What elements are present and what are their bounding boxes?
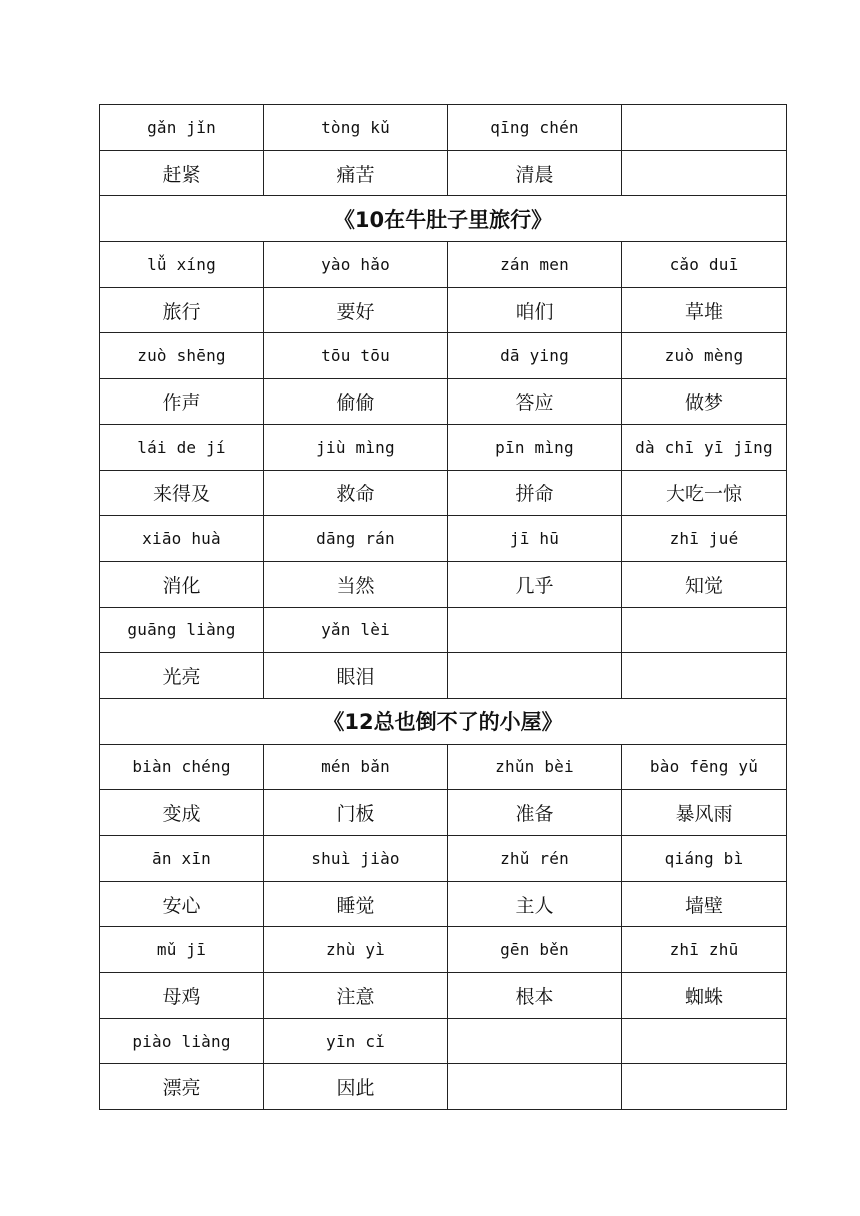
pinyin-cell: xiāo huà <box>100 516 264 562</box>
pinyin-cell: zán men <box>448 242 622 288</box>
pinyin-cell <box>622 1018 787 1064</box>
word-row <box>100 973 787 1019</box>
word-cell: 大吃一惊 <box>622 470 787 516</box>
pinyin-cell: jiù mìng <box>264 424 448 470</box>
pinyin-cell: yīn cǐ <box>264 1018 448 1064</box>
pinyin-cell: zhī zhū <box>622 927 787 973</box>
word-cell: 来得及 <box>100 470 264 516</box>
pinyin-row <box>100 836 787 882</box>
word-cell: 母鸡 <box>100 973 264 1019</box>
pinyin-cell: biàn chéng <box>100 744 264 790</box>
pinyin-cell: bào fēng yǔ <box>622 744 787 790</box>
section-title-row <box>100 698 787 744</box>
pinyin-cell: mén bǎn <box>264 744 448 790</box>
word-cell: 答应 <box>448 379 622 425</box>
word-cell: 偷偷 <box>264 379 448 425</box>
word-row <box>100 470 787 516</box>
pinyin-cell: tōu tōu <box>264 333 448 379</box>
section-title-row <box>100 196 787 242</box>
word-cell: 安心 <box>100 881 264 927</box>
word-cell <box>448 1064 622 1110</box>
word-cell: 拼命 <box>448 470 622 516</box>
pinyin-cell: dāng rán <box>264 516 448 562</box>
pinyin-row <box>100 333 787 379</box>
word-cell: 当然 <box>264 561 448 607</box>
word-cell: 漂亮 <box>100 1064 264 1110</box>
pinyin-cell: qiáng bì <box>622 836 787 882</box>
word-cell <box>622 150 787 196</box>
pinyin-cell: zhǔ rén <box>448 836 622 882</box>
pinyin-cell: lǚ xíng <box>100 242 264 288</box>
pinyin-cell: qīng chén <box>448 105 622 151</box>
word-cell <box>622 653 787 699</box>
pinyin-cell: yào hǎo <box>264 242 448 288</box>
pinyin-cell: piào liàng <box>100 1018 264 1064</box>
word-row <box>100 653 787 699</box>
word-cell: 墙壁 <box>622 881 787 927</box>
word-row <box>100 379 787 425</box>
word-cell: 旅行 <box>100 287 264 333</box>
pinyin-row <box>100 607 787 653</box>
pinyin-cell <box>622 607 787 653</box>
vocabulary-table-body <box>100 105 787 1110</box>
word-cell: 几乎 <box>448 561 622 607</box>
word-cell: 准备 <box>448 790 622 836</box>
pinyin-cell: dā ying <box>448 333 622 379</box>
word-cell: 赶紧 <box>100 150 264 196</box>
pinyin-cell: zhī jué <box>622 516 787 562</box>
pinyin-cell: dà chī yī jīng <box>622 424 787 470</box>
pinyin-row <box>100 105 787 151</box>
word-cell: 咱们 <box>448 287 622 333</box>
pinyin-cell: zhù yì <box>264 927 448 973</box>
pinyin-cell: jī hū <box>448 516 622 562</box>
pinyin-cell: lái de jí <box>100 424 264 470</box>
pinyin-cell: zuò mèng <box>622 333 787 379</box>
word-cell <box>448 653 622 699</box>
pinyin-cell: gēn běn <box>448 927 622 973</box>
word-cell: 根本 <box>448 973 622 1019</box>
pinyin-cell: zuò shēng <box>100 333 264 379</box>
word-cell: 消化 <box>100 561 264 607</box>
pinyin-cell: mǔ jī <box>100 927 264 973</box>
word-row <box>100 287 787 333</box>
word-cell: 清晨 <box>448 150 622 196</box>
pinyin-row <box>100 516 787 562</box>
section-title: 《12总也倒不了的小屋》 <box>100 698 787 744</box>
word-cell: 门板 <box>264 790 448 836</box>
pinyin-cell: zhǔn bèi <box>448 744 622 790</box>
section-title: 《10在牛肚子里旅行》 <box>100 196 787 242</box>
word-cell: 作声 <box>100 379 264 425</box>
pinyin-cell: shuì jiào <box>264 836 448 882</box>
pinyin-cell: ān xīn <box>100 836 264 882</box>
word-row <box>100 1064 787 1110</box>
pinyin-cell: gǎn jǐn <box>100 105 264 151</box>
word-cell: 要好 <box>264 287 448 333</box>
word-cell: 注意 <box>264 973 448 1019</box>
vocabulary-table <box>99 104 787 1110</box>
pinyin-cell: pīn mìng <box>448 424 622 470</box>
pinyin-cell <box>448 607 622 653</box>
word-cell: 蜘蛛 <box>622 973 787 1019</box>
pinyin-cell: tòng kǔ <box>264 105 448 151</box>
word-row <box>100 790 787 836</box>
pinyin-cell: yǎn lèi <box>264 607 448 653</box>
word-cell: 做梦 <box>622 379 787 425</box>
pinyin-row <box>100 927 787 973</box>
pinyin-cell: guāng liàng <box>100 607 264 653</box>
pinyin-cell: cǎo duī <box>622 242 787 288</box>
word-cell: 变成 <box>100 790 264 836</box>
word-cell: 救命 <box>264 470 448 516</box>
pinyin-row <box>100 744 787 790</box>
word-row <box>100 561 787 607</box>
word-cell <box>622 1064 787 1110</box>
word-cell: 痛苦 <box>264 150 448 196</box>
pinyin-row <box>100 424 787 470</box>
word-row <box>100 881 787 927</box>
pinyin-row <box>100 242 787 288</box>
word-cell: 主人 <box>448 881 622 927</box>
pinyin-cell <box>622 105 787 151</box>
word-cell: 暴风雨 <box>622 790 787 836</box>
word-cell: 光亮 <box>100 653 264 699</box>
pinyin-cell <box>448 1018 622 1064</box>
word-cell: 眼泪 <box>264 653 448 699</box>
pinyin-row <box>100 1018 787 1064</box>
word-cell: 知觉 <box>622 561 787 607</box>
word-cell: 睡觉 <box>264 881 448 927</box>
word-cell: 因此 <box>264 1064 448 1110</box>
word-row <box>100 150 787 196</box>
word-cell: 草堆 <box>622 287 787 333</box>
